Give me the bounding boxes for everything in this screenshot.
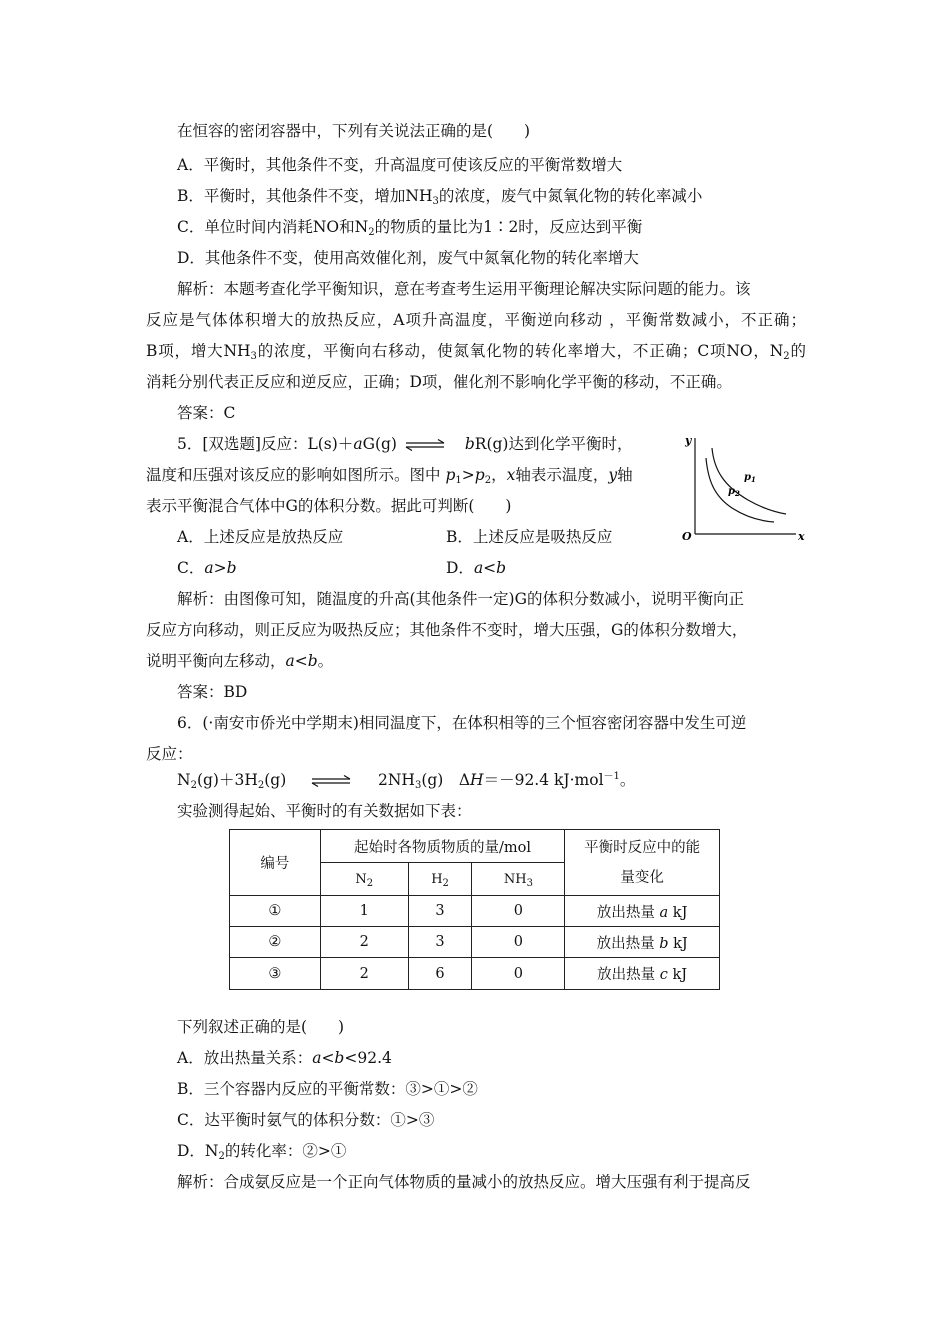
cell-h2: 3	[408, 927, 472, 958]
header-start-amount: 起始时各物质物质的量/mol	[320, 830, 565, 863]
q4-analysis-line3: B项，增大$NH_3$的浓度，平衡向右移动，使氮氧化物的转化率增大，不正确；C项NO，$N_2$的	[146, 342, 806, 362]
header-h2: $H_2$	[408, 863, 472, 896]
table-row	[230, 896, 720, 927]
q5-analysis-line3: 说明平衡向左移动，a<b。	[146, 652, 334, 670]
q5-option-a: A．上述反应是放热反应	[177, 528, 344, 546]
q5-stem-line2: 温度和压强对该反应的影响如图所示。图中 $p_1>p_2$，x轴表示温度，y轴	[146, 466, 633, 486]
cell-nh3: 0	[472, 896, 565, 927]
q4-option-c: C．单位时间内消耗NO和$N_2$的物质的量比为1∶2时，反应达到平衡	[177, 218, 643, 238]
cell-nh3: 0	[472, 958, 565, 990]
graph-x-label: x	[798, 530, 805, 543]
q5-option-d: D．a<b	[446, 559, 507, 577]
q4-analysis-line4: 消耗分别代表正反应和逆反应，正确；D项，催化剂不影响化学平衡的移动，不正确。	[146, 373, 732, 391]
q4-analysis-line2: 反应是气体体积增大的放热反应，A项升高温度，平衡逆向移动 ，平衡常数减小，不正确；	[146, 311, 806, 329]
q6-equation: $N_2(g)+3H_2(g)$ $2NH_3(g)$ ΔH＝－92.4 kJ·mol$^{-1}$。	[177, 771, 636, 791]
cell-nh3: 0	[472, 927, 565, 958]
q5-answer: 答案：BD	[177, 683, 248, 701]
cell-n2: 1	[320, 896, 408, 927]
header-id: 编号	[230, 830, 321, 896]
graph-origin-label: O	[682, 530, 692, 543]
q4-analysis-line1: 解析：本题考查化学平衡知识，意在考查考生运用平衡理论解决实际问题的能力。该	[177, 280, 751, 298]
header-nh3: $NH_3$	[472, 863, 565, 896]
cell-energy: 放出热量 a kJ	[565, 896, 720, 927]
graph-curve-label-p2: $p_2$	[728, 486, 740, 498]
cell-n2: 2	[320, 927, 408, 958]
q5-stem-line3: 表示平衡混合气体中G的体积分数。据此可判断( )	[146, 497, 512, 515]
q4-stem: 在恒容的密闭容器中，下列有关说法正确的是( )	[177, 122, 531, 140]
q6-stem-line2: 反应：	[146, 745, 193, 763]
cell-id: ③	[230, 958, 321, 990]
q6-option-b: B．三个容器内反应的平衡常数：③>①>②	[177, 1080, 478, 1098]
cell-energy: 放出热量 b kJ	[565, 927, 720, 958]
table-row	[230, 927, 720, 958]
equilibrium-arrow-icon	[402, 439, 448, 451]
cell-n2: 2	[320, 958, 408, 990]
q6-analysis-line1: 解析：合成氨反应是一个正向气体物质的量减小的放热反应。增大压强有利于提高反	[177, 1173, 751, 1191]
q5-stem-line1: 5．[双选题]反应：L(s)＋aG(g) bR(g)达到化学平衡时，	[177, 435, 633, 453]
cell-id: ①	[230, 896, 321, 927]
q5-analysis-line1: 解析：由图像可知，随温度的升高(其他条件一定)G的体积分数减小，说明平衡向正	[177, 590, 744, 608]
q4-option-d: D．其他条件不变，使用高效催化剂，废气中氮氧化物的转化率增大	[177, 249, 639, 267]
cell-energy: 放出热量 c kJ	[565, 958, 720, 990]
q4-answer: 答案：C	[177, 404, 236, 422]
graph-y-label: y	[685, 434, 692, 447]
q6-option-d: D．$N_2$的转化率：②>①	[177, 1142, 347, 1162]
cell-h2: 6	[408, 958, 472, 990]
q4-option-a: A．平衡时，其他条件不变，升高温度可使该反应的平衡常数增大	[177, 156, 623, 174]
q6-question: 下列叙述正确的是( )	[177, 1018, 345, 1036]
equilibrium-arrow-icon	[308, 775, 354, 787]
q5-analysis-line2: 反应方向移动，则正反应为吸热反应；其他条件不变时，增大压强，G的体积分数增大，	[146, 621, 748, 639]
q6-stem-line1: 6．(·南安市侨光中学期末)相同温度下，在体积相等的三个恒容密闭容器中发生可逆	[177, 714, 747, 732]
q6-option-c: C．达平衡时氨气的体积分数：①>③	[177, 1111, 435, 1129]
cell-h2: 3	[408, 896, 472, 927]
q5-graph	[680, 430, 810, 544]
header-n2: $N_2$	[320, 863, 408, 896]
q5-option-b: B．上述反应是吸热反应	[446, 528, 613, 546]
header-energy: 平衡时反应中的能 量变化	[565, 830, 720, 896]
q6-option-a: A．放出热量关系：a<b<92.4	[177, 1049, 392, 1067]
table-row	[230, 958, 720, 990]
q5-option-c: C．a>b	[177, 559, 237, 577]
q6-data-table	[229, 829, 720, 990]
q6-table-intro: 实验测得起始、平衡时的有关数据如下表：	[177, 802, 472, 820]
cell-id: ②	[230, 927, 321, 958]
q4-option-b: B．平衡时，其他条件不变，增加$NH_3$的浓度，废气中氮氧化物的转化率减小	[177, 187, 703, 207]
graph-curve-label-p1: $p_1$	[744, 472, 756, 484]
